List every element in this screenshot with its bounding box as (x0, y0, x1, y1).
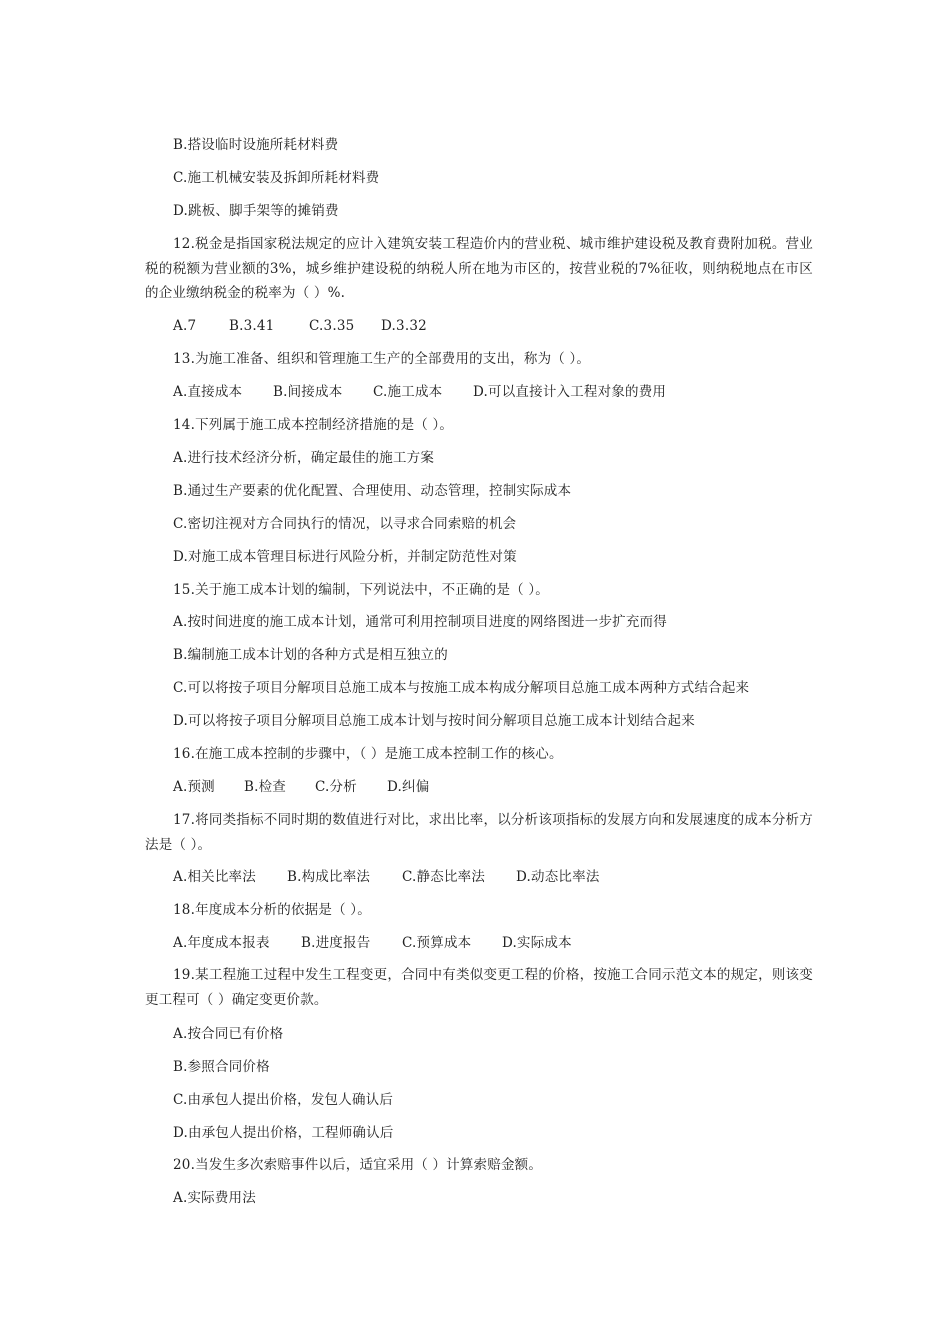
option: A.预测 (173, 779, 215, 795)
question-17: 17.将同类指标不同时期的数值进行对比，求出比率，以分析该项指标的发展方向和发展速度的成本分析方法是（ ）。 (145, 812, 813, 853)
options-row-18 (173, 934, 572, 952)
option: A.年度成本报表 (173, 935, 270, 951)
question-19: 19.某工程施工过程中发生工程变更，合同中有类似变更工程的价格，按施工合同示范文本的规定，则该变更工程可（ ）确定变更价款。 (145, 967, 813, 1008)
option-line: B.搭设临时设施所耗材料费 (173, 137, 339, 153)
option-line: C.由承包人提出价格，发包人确认后 (173, 1092, 394, 1108)
option-line: A.实际费用法 (173, 1190, 256, 1206)
option: A.相关比率法 (173, 869, 256, 885)
option-line: B.通过生产要素的优化配置、合理使用、动态管理，控制实际成本 (173, 483, 572, 499)
options-row-12 (173, 317, 427, 335)
question-20: 20.当发生多次索赔事件以后，适宜采用（ ）计算索赔金额。 (173, 1157, 543, 1173)
option: B.3.41 (229, 318, 275, 334)
option-line: D.由承包人提出价格，工程师确认后 (173, 1125, 394, 1141)
option-line: C.密切注视对方合同执行的情况，以寻求合同索赔的机会 (173, 516, 517, 532)
option-line: D.可以将按子项目分解项目总施工成本计划与按时间分解项目总施工成本计划结合起来 (173, 713, 695, 729)
question-12: 12.税金是指国家税法规定的应计入建筑安装工程造价内的营业税、城市维护建设税及教育费附加税。营业税的税额为营业额的3%，城乡维护建设税的纳税人所在地为市区的，按营业税的7%征收，则纳税地点在市区的企业缴纳税金的税率为（ ）%. (145, 236, 813, 301)
option: B.间接成本 (273, 384, 343, 400)
option-line: C.施工机械安装及拆卸所耗材料费 (173, 170, 380, 186)
option-line: C.可以将按子项目分解项目总施工成本与按施工成本构成分解项目总施工成本两种方式结合起来 (173, 680, 750, 696)
option: D.实际成本 (502, 935, 572, 951)
option-line: D.跳板、脚手架等的摊销费 (173, 203, 339, 219)
option: C.施工成本 (373, 384, 443, 400)
option-line: B.参照合同价格 (173, 1059, 270, 1075)
option: B.进度报告 (301, 935, 371, 951)
question-13: 13.为施工准备、组织和管理施工生产的全部费用的支出，称为（ ）。 (173, 351, 591, 367)
option: D.3.32 (381, 318, 427, 334)
option-line: A.按合同已有价格 (173, 1026, 284, 1042)
option: D.可以直接计入工程对象的费用 (473, 384, 667, 400)
option: A.7 (173, 318, 197, 334)
question-14: 14.下列属于施工成本控制经济措施的是（ ）。 (173, 417, 454, 433)
option: B.检查 (244, 779, 287, 795)
option-line: D.对施工成本管理目标进行风险分析，并制定防范性对策 (173, 549, 517, 565)
option: C.3.35 (309, 318, 355, 334)
option: C.静态比率法 (402, 869, 486, 885)
option-line: A.进行技术经济分析，确定最佳的施工方案 (173, 450, 435, 466)
options-row-16 (173, 778, 429, 796)
question-15: 15.关于施工成本计划的编制，下列说法中，不正确的是（ ）。 (173, 582, 550, 598)
option: D.动态比率法 (516, 869, 600, 885)
question-16: 16.在施工成本控制的步骤中，（ ）是施工成本控制工作的核心。 (173, 746, 563, 762)
option-line: B.编制施工成本计划的各种方式是相互独立的 (173, 647, 448, 663)
option: A.直接成本 (173, 384, 243, 400)
question-18: 18.年度成本分析的依据是（ ）。 (173, 902, 371, 918)
option: C.分析 (315, 779, 357, 795)
options-row-13 (173, 383, 666, 401)
option: C.预算成本 (402, 935, 472, 951)
option: B.构成比率法 (287, 869, 371, 885)
options-row-17 (173, 868, 600, 886)
option: D.纠偏 (387, 779, 430, 795)
option-line: A.按时间进度的施工成本计划，通常可利用控制项目进度的网络图进一步扩充而得 (173, 614, 667, 630)
